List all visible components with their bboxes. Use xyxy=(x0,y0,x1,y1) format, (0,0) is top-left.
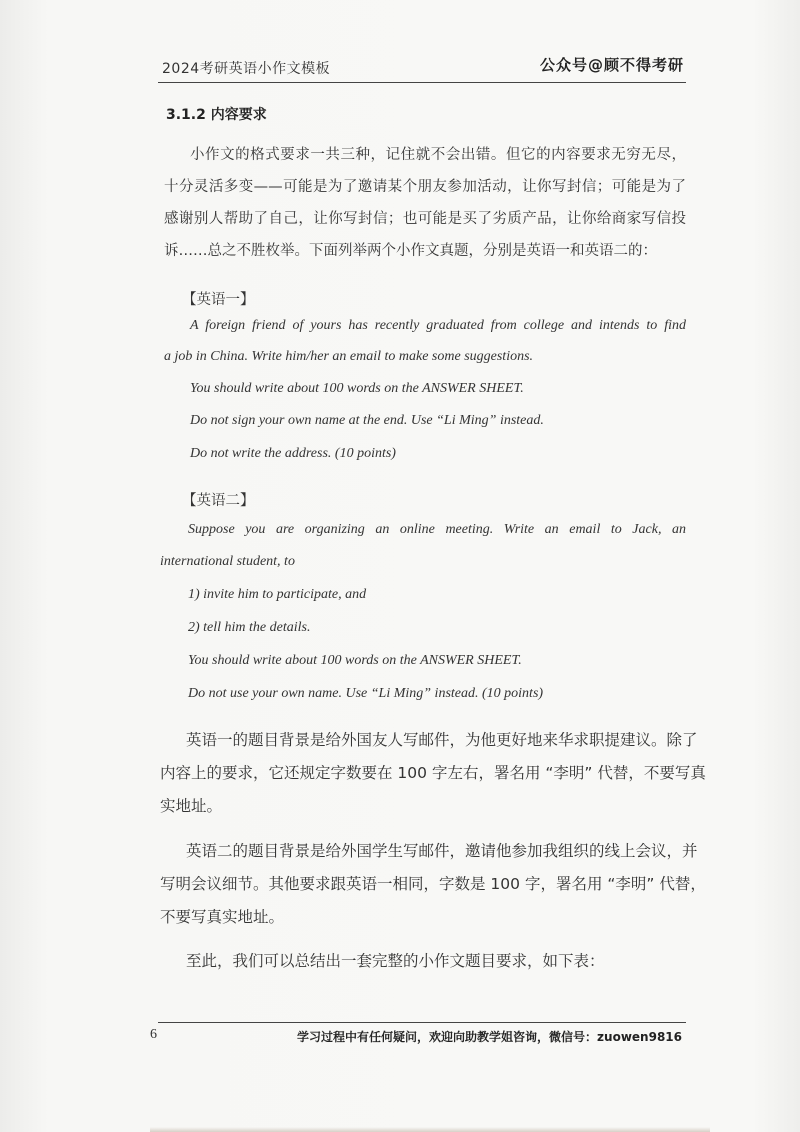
intro-line-2: 十分灵活多变——可能是为了邀请某个朋友参加活动，让你写封信；可能是为了 xyxy=(164,179,686,195)
english-one-line-4: Do not sign your own name at the end. Use “Li Ming” instead. xyxy=(190,413,544,428)
english-two-line-5: You should write about 100 words on the ANSWER SHEET. xyxy=(188,653,522,668)
english-two-line-3: 1) invite him to participate, and xyxy=(188,587,367,602)
intro-line-4: 诉……总之不胜枚举。下面列举两个小作文真题，分别是英语一和英语二的： xyxy=(164,243,657,259)
english-one-line-1: A foreign friend of yours has recently graduated from college and intends to find xyxy=(190,318,686,333)
analysis-two-line-2: 写明会议细节。其他要求跟英语一相同，字数是 100 字，署名用 “李明” 代替， xyxy=(160,875,706,893)
analysis-one-line-3: 实地址。 xyxy=(160,797,223,815)
english-one-line-3: You should write about 100 words on the ANSWER SHEET. xyxy=(190,381,524,396)
page-edge-shadow xyxy=(150,1127,710,1132)
header-account: 公众号@顾不得考研 xyxy=(539,56,684,74)
footer-rule xyxy=(158,1022,686,1023)
section-title: 3.1.2 内容要求 xyxy=(166,107,267,123)
intro-line-1: 小作文的格式要求一共三种，记住就不会出错。但它的内容要求无穷无尽， xyxy=(190,147,686,163)
page-number: 6 xyxy=(150,1027,157,1042)
page-header xyxy=(158,52,686,83)
intro-line-3: 感谢别人帮助了自己，让你写封信；也可能是买了劣质产品，让你给商家写信投 xyxy=(164,211,686,227)
english-one-line-2: a job in China. Write him/her an email to make some suggestions. xyxy=(164,349,534,364)
header-title: 2024考研英语小作文模板 xyxy=(162,61,331,77)
english-two-line-6: Do not use your own name. Use “Li Ming” instead. (10 points) xyxy=(188,686,544,701)
analysis-one-line-1: 英语一的题目背景是给外国友人写邮件，为他更好地来华求职提建议。除了 xyxy=(186,731,698,749)
english-two-label: 【英语二】 xyxy=(182,493,255,509)
english-one-label: 【英语一】 xyxy=(182,292,255,308)
conclusion-line: 至此，我们可以总结出一套完整的小作文题目要求，如下表： xyxy=(186,952,605,970)
analysis-two-line-3: 不要写真实地址。 xyxy=(160,908,285,926)
english-one-line-5: Do not write the address. (10 points) xyxy=(190,446,396,461)
english-two-line-1: Suppose you are organizing an online meeting. Write an email to Jack, an xyxy=(188,522,686,537)
english-two-line-4: 2) tell him the details. xyxy=(188,620,311,635)
analysis-one-line-2: 内容上的要求，它还规定字数要在 100 字左右，署名用 “李明” 代替，不要写真 xyxy=(160,764,706,782)
analysis-two-line-1: 英语二的题目背景是给外国学生写邮件，邀请他参加我组织的线上会议，并 xyxy=(186,842,698,860)
footer-contact-note: 学习过程中有任何疑问，欢迎向助教学姐咨询，微信号：zuowen9816 xyxy=(297,1030,682,1044)
english-two-line-2: international student, to xyxy=(160,554,295,569)
